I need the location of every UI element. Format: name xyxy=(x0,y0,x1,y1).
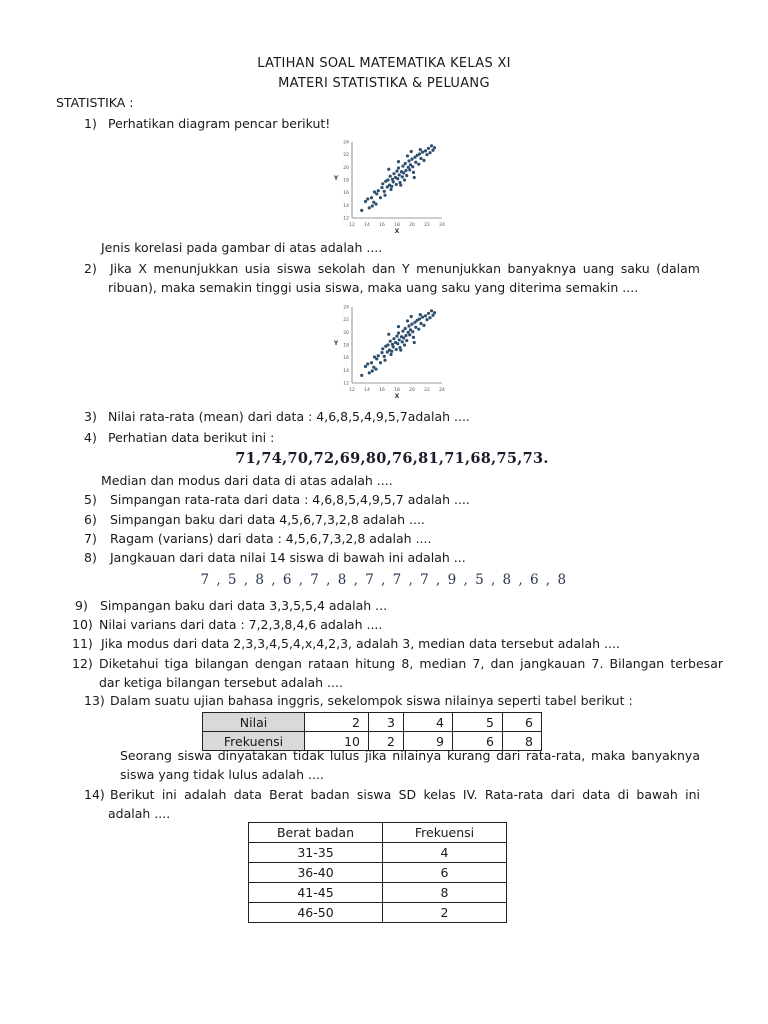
scatter-point xyxy=(418,317,421,320)
scatter-point xyxy=(380,186,383,189)
scatter-point xyxy=(413,176,416,179)
scatter-point xyxy=(427,147,430,150)
q9-text: Simpangan baku dari data 3,3,5,5,4 adalah ... xyxy=(100,598,388,613)
x-tick-label: 12 xyxy=(349,388,355,393)
table-cell: 36-40 xyxy=(249,863,383,883)
q7-text: Ragam (varians) dari data : 4,5,6,7,3,2,8 adalah .... xyxy=(110,531,432,546)
q5-number: 5) xyxy=(84,492,97,507)
q14-line1: Berikut ini adalah data Berat badan siswa SD kelas IV. Rata-rata dari data di bawah ini xyxy=(110,787,700,802)
q6-text: Simpangan baku dari data 4,5,6,7,3,2,8 adalah .... xyxy=(110,512,425,527)
table-header-cell: Frekuensi xyxy=(203,732,305,751)
table-cell: 4 xyxy=(404,713,453,732)
q13-number: 13) xyxy=(84,693,105,708)
x-tick-label: 20 xyxy=(409,388,415,393)
scatter-point xyxy=(401,164,404,167)
scatter-point xyxy=(402,171,405,174)
x-tick-label: 22 xyxy=(424,223,430,228)
scatter-point xyxy=(395,348,398,351)
scatter-point xyxy=(414,326,417,329)
scatter-point xyxy=(404,334,407,337)
table-header-cell: Berat badan xyxy=(249,823,383,843)
x-tick-label: 18 xyxy=(394,223,400,228)
y-tick-label: 22 xyxy=(343,318,349,324)
y-tick-label: 18 xyxy=(343,178,349,184)
scatter-point xyxy=(428,316,431,319)
y-tick-label: 20 xyxy=(343,165,349,171)
scatter-point xyxy=(387,168,390,171)
scatter-point xyxy=(433,146,436,149)
q3-number: 3) xyxy=(84,409,97,424)
scatter-point xyxy=(392,172,395,175)
scatter-point xyxy=(360,374,363,377)
scatter-point xyxy=(386,343,389,346)
y-tick-label: 14 xyxy=(343,368,349,374)
table-cell: 9 xyxy=(404,732,453,751)
q12-number: 12) xyxy=(72,656,93,671)
scatter-point xyxy=(374,367,377,370)
scatter-point xyxy=(396,177,399,180)
scatter-point xyxy=(407,159,410,162)
scatter-plot-2 xyxy=(330,303,448,401)
y-tick-label: 14 xyxy=(343,203,349,209)
scatter-point xyxy=(379,196,382,199)
table-cell: 4 xyxy=(383,843,507,863)
table-cell: 3 xyxy=(369,713,404,732)
y-tick-label: 12 xyxy=(343,216,349,222)
scatter-point xyxy=(408,333,411,336)
q1-text: Perhatikan diagram pencar berikut! xyxy=(108,116,331,131)
scatter-point xyxy=(397,331,400,334)
scatter-point xyxy=(430,144,433,147)
q13-text: Dalam suatu ujian bahasa inggris, sekelompok siswa nilainya seperti tabel berikut : xyxy=(110,693,633,708)
scatter-point xyxy=(411,165,414,168)
y-axis-label: Y xyxy=(333,340,339,347)
table-cell: 8 xyxy=(383,883,507,903)
scatter-point xyxy=(371,369,374,372)
scatter-point xyxy=(413,341,416,344)
scatter-point xyxy=(403,178,406,181)
section-heading: STATISTIKA : xyxy=(56,95,134,110)
q6-number: 6) xyxy=(84,512,97,527)
y-axis-label: Y xyxy=(333,175,339,182)
table-row xyxy=(249,843,507,863)
scatter-point xyxy=(392,345,395,348)
x-tick-label: 24 xyxy=(439,388,445,393)
scatter-point xyxy=(425,318,428,321)
scatter-point xyxy=(371,204,374,207)
scatter-point xyxy=(389,353,392,356)
scatter-point xyxy=(410,158,413,161)
scatter-point xyxy=(421,316,424,319)
scatter-point xyxy=(419,322,422,325)
q8-text: Jangkauan dari data nilai 14 siswa di bawah ini adalah ... xyxy=(110,550,466,565)
q14-line2: adalah .... xyxy=(108,806,171,821)
scatter-point xyxy=(383,190,386,193)
scatter-point xyxy=(410,150,413,153)
scatter-point xyxy=(380,351,383,354)
scatter-point xyxy=(403,343,406,346)
scatter-point xyxy=(389,175,392,178)
scatter-point xyxy=(397,166,400,169)
scatter-point xyxy=(397,325,400,328)
table-cell: 2 xyxy=(369,732,404,751)
x-tick-label: 20 xyxy=(409,223,415,228)
table-cell: 31-35 xyxy=(249,843,383,863)
scatter-point xyxy=(366,197,369,200)
x-tick-label: 24 xyxy=(439,223,445,228)
scatter-point xyxy=(417,163,420,166)
q4-text: Perhatian data berikut ini : xyxy=(108,430,275,445)
document-title: LATIHAN SOAL MATEMATIKA KELAS XI xyxy=(257,56,511,71)
x-tick-label: 12 xyxy=(349,223,355,228)
scatter-point xyxy=(428,151,431,154)
scatter-point xyxy=(370,196,373,199)
scatter-point xyxy=(418,152,421,155)
scatter-point xyxy=(395,183,398,186)
scatter-point xyxy=(397,160,400,163)
table-cell: 46-50 xyxy=(249,903,383,923)
scatter-point xyxy=(404,162,407,165)
scatter-point xyxy=(414,161,417,164)
scatter-point xyxy=(381,182,384,185)
scatter-point xyxy=(377,189,380,192)
q7-number: 7) xyxy=(84,531,97,546)
scatter-point xyxy=(401,329,404,332)
scatter-point xyxy=(389,340,392,343)
scatter-point xyxy=(406,154,409,157)
y-tick-label: 12 xyxy=(343,381,349,387)
x-axis-label: X xyxy=(394,228,400,235)
scatter-point xyxy=(422,324,425,327)
scatter-point xyxy=(392,180,395,183)
scatter-point xyxy=(396,342,399,345)
scatter-point xyxy=(392,337,395,340)
scatter-point xyxy=(390,350,393,353)
scatter-point xyxy=(433,311,436,314)
x-tick-label: 16 xyxy=(379,223,385,228)
table-header-cell: Frekuensi xyxy=(383,823,507,843)
scatter-point xyxy=(395,335,398,338)
q13-line2: siswa yang tidak lulus adalah .... xyxy=(120,767,324,782)
y-tick-label: 20 xyxy=(343,330,349,336)
q2-line2: ribuan), maka semakin tinggi usia siswa, maka uang saku yang diterima semakin .... xyxy=(108,280,639,295)
q13-table xyxy=(202,712,542,751)
scatter-point xyxy=(404,327,407,330)
scatter-point xyxy=(383,194,386,197)
q4-number: 4) xyxy=(84,430,97,445)
scatter-point xyxy=(411,330,414,333)
table-row xyxy=(249,903,507,923)
q14-table-header-row xyxy=(249,823,507,843)
scatter-point xyxy=(375,192,378,195)
scatter-point xyxy=(366,362,369,365)
table-cell: 6 xyxy=(383,863,507,883)
scatter-point xyxy=(398,173,401,176)
scatter-point xyxy=(401,175,404,178)
y-tick-label: 18 xyxy=(343,343,349,349)
scatter-point xyxy=(401,340,404,343)
y-tick-label: 24 xyxy=(343,305,349,311)
scatter-point xyxy=(370,361,373,364)
q11-number: 11) xyxy=(72,636,93,651)
scatter-point xyxy=(398,338,401,341)
scatter-point xyxy=(412,171,415,174)
scatter-point xyxy=(419,148,422,151)
scatter-point xyxy=(408,168,411,171)
table-cell: 2 xyxy=(383,903,507,923)
q12-line1: Diketahui tiga bilangan dengan rataan hitung 8, median 7, dan jangkauan 7. Bilangan terbesar xyxy=(99,656,723,671)
table-cell: 5 xyxy=(453,713,503,732)
scatter-point xyxy=(405,339,408,342)
q2-number: 2) xyxy=(84,261,97,276)
table-row xyxy=(249,863,507,883)
q5-text: Simpangan rata-rata dari data : 4,6,8,5,4,9,5,7 adalah .... xyxy=(110,492,470,507)
y-tick-label: 16 xyxy=(343,191,349,197)
scatter-point xyxy=(405,174,408,177)
scatter-point xyxy=(389,188,392,191)
q4-data-sequence: 71,74,70,72,69,80,76,81,71,68,75,73. xyxy=(235,450,549,467)
q3-text: Nilai rata-rata (mean) dari data : 4,6,8,5,4,9,5,7adalah .... xyxy=(108,409,470,424)
scatter-point xyxy=(410,315,413,318)
scatter-point xyxy=(412,336,415,339)
scatter-point xyxy=(421,151,424,154)
q12-line2: dar ketiga bilangan tersebut adalah .... xyxy=(99,675,343,690)
scatter-point xyxy=(425,153,428,156)
scatter-point xyxy=(427,312,430,315)
scatter-point xyxy=(419,313,422,316)
scatter-point xyxy=(364,365,367,368)
q1-followup: Jenis korelasi pada gambar di atas adalah .... xyxy=(101,240,383,255)
scatter-point xyxy=(407,324,410,327)
x-tick-label: 14 xyxy=(364,223,370,228)
q13-line1: Seorang siswa dinyatakan tidak lulus jika nilainya kurang dari rata-rata, maka banyaknya xyxy=(120,748,700,763)
scatter-point xyxy=(364,200,367,203)
table-cell: 6 xyxy=(453,732,503,751)
scatter-point xyxy=(381,347,384,350)
x-tick-label: 22 xyxy=(424,388,430,393)
table-cell: 2 xyxy=(305,713,369,732)
q14-table xyxy=(248,822,507,923)
scatter-point xyxy=(377,354,380,357)
scatter-point xyxy=(410,323,413,326)
scatter-point xyxy=(387,333,390,336)
x-tick-label: 14 xyxy=(364,388,370,393)
scatter-point xyxy=(395,170,398,173)
x-tick-label: 18 xyxy=(394,388,400,393)
q2-line1: Jika X menunjukkan usia siswa sekolah dan Y menunjukkan banyaknya uang saku (dalam xyxy=(110,261,700,276)
q8-data-sequence: 7 , 5 , 8 , 6 , 7 , 8 , 7 , 7 , 7 , 9 , 5 , 8 , 6 , 8 xyxy=(200,572,568,588)
table-cell: 6 xyxy=(503,713,542,732)
q1-number: 1) xyxy=(84,116,97,131)
table-row xyxy=(249,883,507,903)
table-cell: 41-45 xyxy=(249,883,383,903)
scatter-point xyxy=(424,314,427,317)
scatter-point xyxy=(390,185,393,188)
q10-text: Nilai varians dari data : 7,2,3,8,4,6 adalah .... xyxy=(99,617,383,632)
scatter-point xyxy=(406,319,409,322)
scatter-point xyxy=(360,209,363,212)
x-tick-label: 16 xyxy=(379,388,385,393)
q13-table-row-nilai xyxy=(203,713,542,732)
table-header-cell: Nilai xyxy=(203,713,305,732)
q4-followup: Median dan modus dari data di atas adalah .... xyxy=(101,473,393,488)
x-axis-label: X xyxy=(394,393,400,400)
table-cell: 10 xyxy=(305,732,369,751)
scatter-point xyxy=(402,336,405,339)
scatter-point xyxy=(368,371,371,374)
q8-number: 8) xyxy=(84,550,97,565)
scatter-point xyxy=(399,183,402,186)
scatter-point xyxy=(386,178,389,181)
scatter-point xyxy=(424,149,427,152)
document-subtitle: MATERI STATISTIKA & PELUANG xyxy=(278,76,490,91)
scatter-point xyxy=(419,157,422,160)
q14-number: 14) xyxy=(84,787,105,802)
scatter-point xyxy=(383,359,386,362)
scatter-point xyxy=(383,355,386,358)
scatter-plot-1 xyxy=(330,138,448,236)
q11-text: Jika modus dari data 2,3,3,4,5,4,x,4,2,3, adalah 3, median data tersebut adalah .... xyxy=(101,636,620,651)
scatter-point xyxy=(404,169,407,172)
scatter-point xyxy=(399,348,402,351)
scatter-point xyxy=(422,159,425,162)
scatter-point xyxy=(374,202,377,205)
y-tick-label: 24 xyxy=(343,140,349,146)
table-cell: 8 xyxy=(503,732,542,751)
y-tick-label: 16 xyxy=(343,356,349,362)
scatter-point xyxy=(375,357,378,360)
scatter-point xyxy=(430,309,433,312)
scatter-point xyxy=(379,361,382,364)
q9-number: 9) xyxy=(75,598,88,613)
scatter-point xyxy=(417,328,420,331)
y-tick-label: 22 xyxy=(343,153,349,159)
scatter-point xyxy=(368,206,371,209)
q10-number: 10) xyxy=(72,617,93,632)
